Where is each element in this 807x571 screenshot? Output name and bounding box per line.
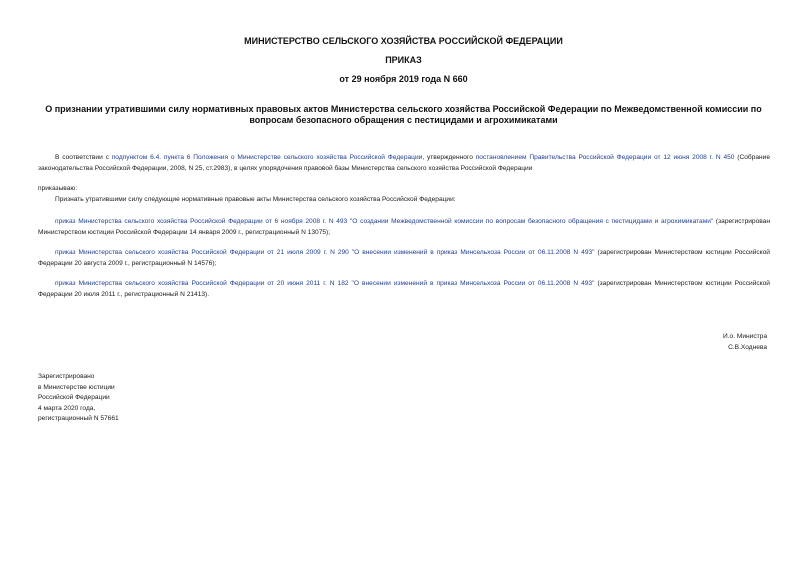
repealed-act-1 [38,217,770,238]
intro-paragraph: Признать утратившими силу следующие нормативные правовые акты Министерства сельского хозяйства Российской Федерации: [55,196,456,203]
registration-line-4: 4 марта 2020 года, [38,404,96,412]
order-word: приказываю: [38,185,78,192]
preamble-text-3: (Собрание законодательства Российской Федерации, 2008, N 25, ст.2983), в целях упорядочения правовой базы Министерства сельского хозяйства Российской Федерации [38,154,770,172]
ministry-heading: МИНИСТЕРСТВО СЕЛЬСКОГО ХОЗЯЙСТВА РОССИЙСКОЙ ФЕДЕРАЦИИ [244,36,563,46]
act-1-link[interactable]: приказ Министерства сельского хозяйства Российской Федерации от 6 ноября 2008 г. N 493 "О создании Межведомственной комиссии по вопросам безопасного обращения с пестицидами и агрохимикатами" [55,218,714,225]
government-decree-link[interactable]: постановлением Правительства Российской Федерации от 12 июня 2008 г. N 450 [475,154,735,161]
regulation-link[interactable]: подпунктом 6.4. пункта 6 Положения о Министерстве сельского хозяйства Российской Федерации [111,154,423,161]
signature-block [567,332,767,353]
registration-line-5: регистрационный N 57661 [38,415,119,423]
act-1-registration: (зарегистрирован Министерством юстиции Российской Федерации 14 января 2009 г., регистрационный N 13075); [38,218,770,236]
preamble-text-1: В соответствии с [55,154,112,161]
registration-line-3: Российской Федерации [38,394,110,402]
act-3-link[interactable]: приказ Министерства сельского хозяйства Российской Федерации от 20 июня 2011 г. N 182 "О внесении изменений в приказ Минсельхоза России от 06.11.2008 N 493" [55,280,595,287]
preamble-paragraph [38,153,770,174]
doc-date-number: от 29 ноября 2019 года N 660 [339,74,468,84]
signatory-name: С.В.Ходнева [728,343,767,351]
registration-block [38,372,238,425]
act-2-registration: (зарегистрирован Министерством юстиции Российской Федерации 20 августа 2009 г., регистрационный N 14576); [38,249,770,267]
document-title: О признании утратившими силу нормативных правовых актов Министерства сельского хозяйства Российской Федерации по Межведомственной комиссии по вопросам безопасного обращения с пестицидами и агрохимикатами [45,104,762,125]
preamble-text-2: , утвержденного [422,154,476,161]
act-2-link[interactable]: приказ Министерства сельского хозяйства Российской Федерации от 21 июля 2009 г. N 290 "О внесении изменений в приказ Минсельхоза России от 06.11.2008 N 493" [55,249,595,256]
repealed-act-3 [38,279,770,300]
repealed-act-2 [38,248,770,269]
doc-type-heading: ПРИКАЗ [385,55,422,65]
registration-line-1: Зарегистрировано [38,373,95,380]
signatory-position: И.о. Министра [722,333,767,340]
act-3-registration: (зарегистрирован Министерством юстиции Российской Федерации 20 июля 2011 г., регистрационный N 21413). [38,280,770,298]
registration-line-2: в Министерстве юстиции [38,383,115,391]
